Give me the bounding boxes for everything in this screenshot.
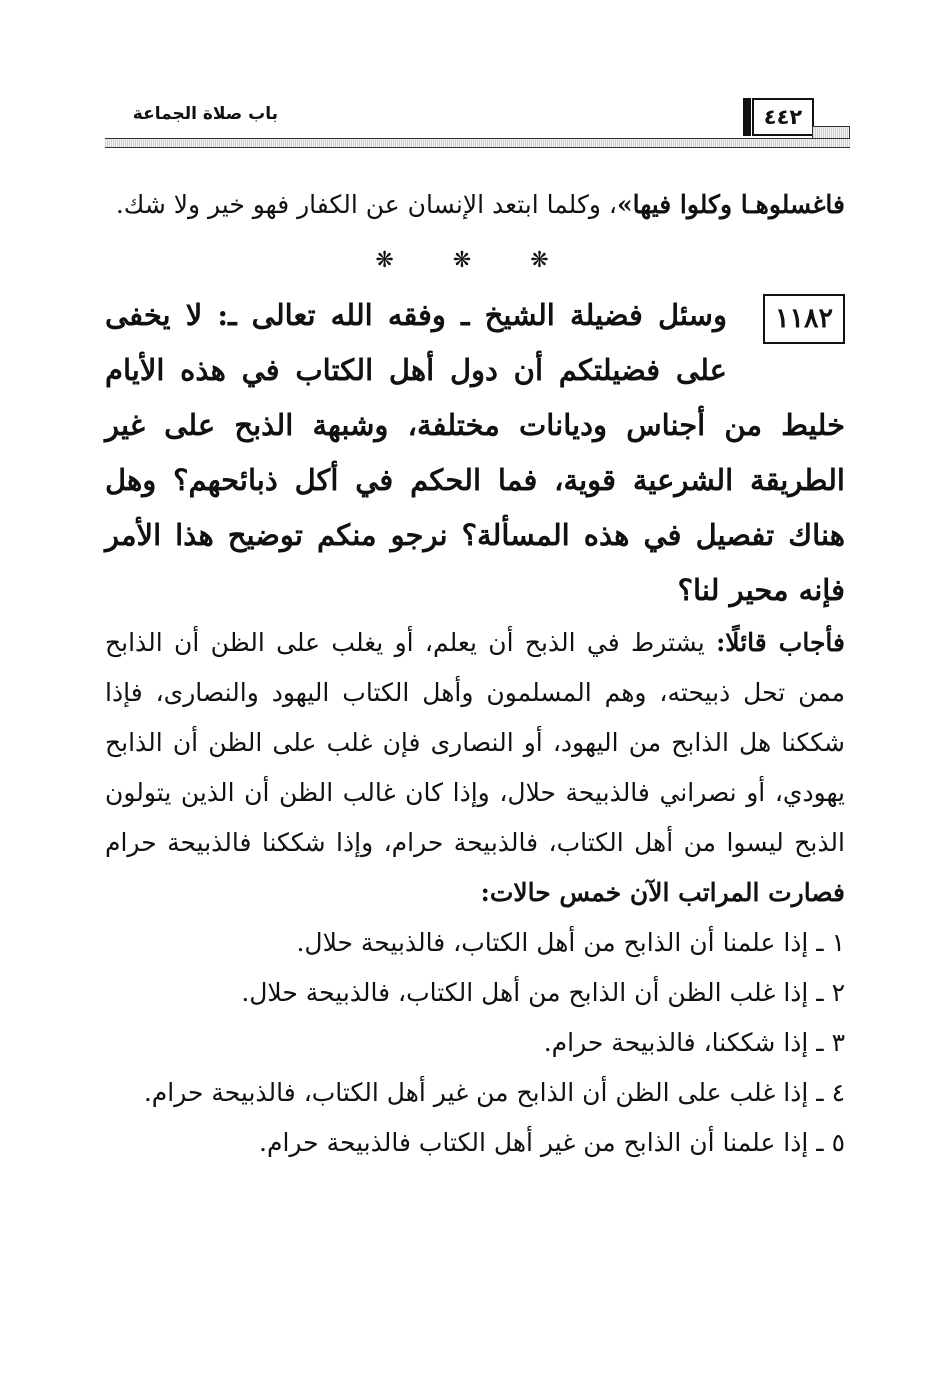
question-paragraph [105, 288, 845, 618]
list-item: ١ ـ إذا علمنا أن الذابح من أهل الكتاب، فالذبيحة حلال. [296, 928, 845, 957]
list-item: ٣ ـ إذا شككنا، فالذبيحة حرام. [543, 1028, 845, 1057]
list-item: ٤ ـ إذا غلب على الظن أن الذابح من غير أهل الكتاب، فالذبيحة حرام. [143, 1078, 845, 1107]
question-text: وسئل فضيلة الشيخ ـ وفقه الله تعالى ـ: لا يخفى على فضيلتكم أن دول أهل الكتاب في هذه الأيام خليط من أجناس وديانات مختلفة، وشبهة الذبح على غير الطريقة الشرعية قوية، فما الحكم في أكل ذبائحهم؟ وهل هناك تفصيل في هذه المسألة؟ نرجو منكم توضيح هذا الأمر فإنه محير لنا؟ [105, 298, 845, 607]
answer-bold-end: فصارت المراتب الآن خمس حالات: [480, 878, 845, 907]
cases-list [105, 918, 845, 1168]
page-content [105, 180, 845, 1168]
list-item: ٢ ـ إذا غلب الظن أن الذابح من أهل الكتاب، فالذبيحة حلال. [241, 978, 845, 1007]
page-number: ٤٤٢ [752, 98, 814, 136]
answer-text: يشترط في الذبح أن يعلم، أو يغلب على الظن أن الذابح ممن تحل ذبيحته، وهم المسلمون وأهل الكتاب اليهود والنصارى، فإذا شككنا هل الذابح من اليهود، أو النصارى فإن غلب على الظن أن الذابح يهودي، أو نصراني فالذبيحة حلال، وإذا كان غالب الظن أن الذين يتولون الذبح ليسوا من أهل الكتاب، فالذبيحة حرام، وإذا شككنا فالذبيحة حرام [105, 628, 845, 857]
chapter-title: باب صلاة الجماعة [132, 104, 278, 124]
list-item: ٥ ـ إذا علمنا أن الذابح من غير أهل الكتاب فالذبيحة حرام. [259, 1128, 845, 1157]
intro-paragraph [105, 180, 845, 230]
page-number-bar [743, 98, 751, 136]
page-header [105, 96, 850, 154]
answer-paragraph [105, 618, 845, 918]
question-number: ١١٨٢ [763, 294, 845, 344]
intro-bold: فاغسلوهـا وكلوا فيها» [616, 190, 845, 219]
section-separator: ❋ ❋ ❋ [375, 248, 575, 273]
intro-rest: ، وكلما ابتعد الإنسان عن الكفار فهو خير ولا شك. [115, 190, 617, 219]
header-rule [105, 138, 850, 148]
answer-lead: فأجاب قائلًا: [716, 628, 845, 657]
